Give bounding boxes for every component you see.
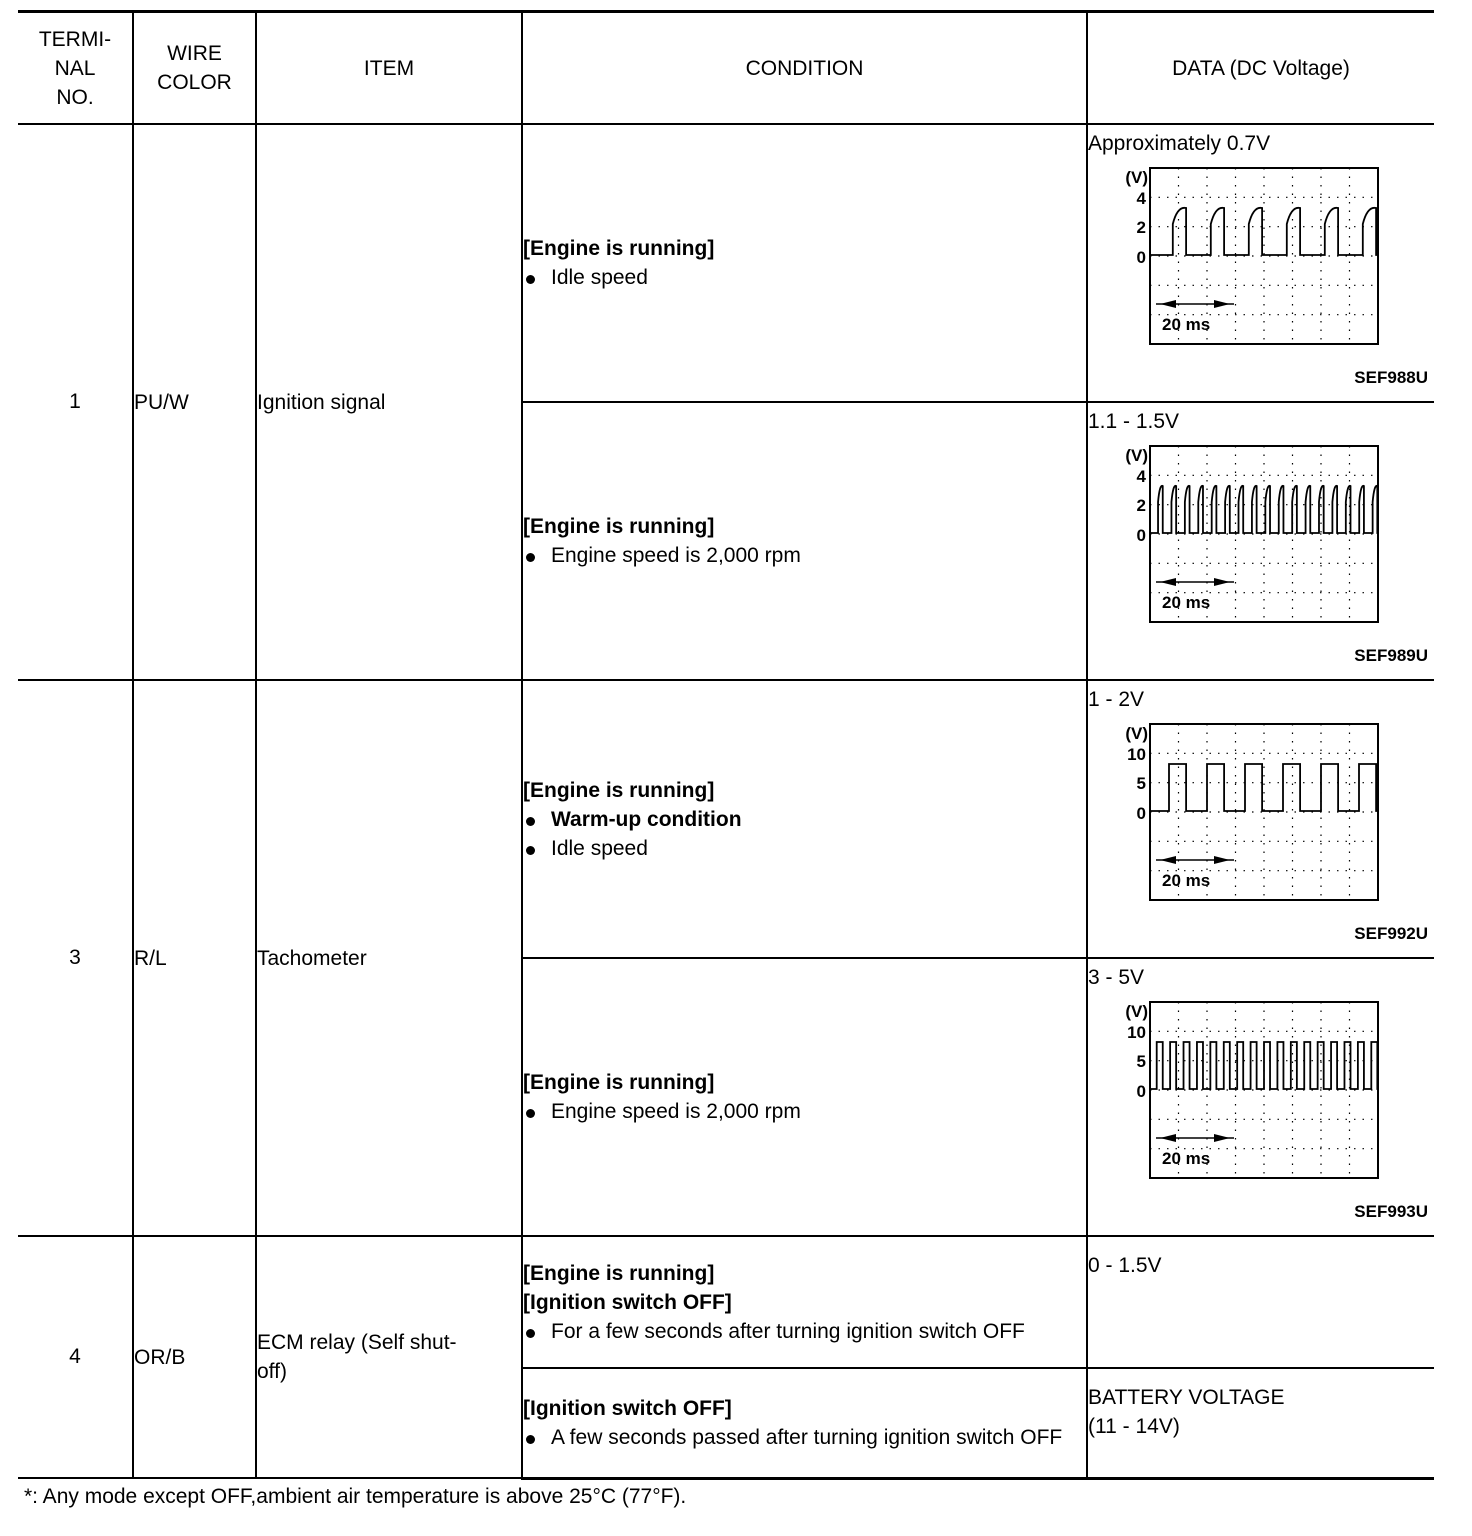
tick-label: 2 — [1136, 217, 1146, 237]
condition-heading: [Engine is running] — [523, 1071, 715, 1094]
tick-label: 0 — [1136, 247, 1146, 267]
data-cell — [1087, 680, 1434, 958]
item-name: Ignition signal — [256, 124, 522, 680]
header-terminal: TERMI- NAL NO. — [18, 12, 133, 125]
data-value: 3 - 5V — [1088, 965, 1145, 989]
condition-bullet: Engine speed is 2,000 rpm — [523, 1097, 1086, 1126]
wire-color: OR/B — [133, 1236, 256, 1478]
tick-label: 0 — [1136, 1081, 1146, 1101]
condition-bullet: Warm-up condition — [523, 805, 1086, 834]
table-row — [18, 1236, 1434, 1368]
tick-label: 4 — [1136, 466, 1146, 486]
arrow-left-icon — [1214, 300, 1230, 308]
terminal-number: 4 — [18, 1236, 133, 1478]
figure-code: SEF992U — [1354, 923, 1428, 943]
tick-label: 10 — [1127, 1022, 1146, 1042]
arrow-right-icon — [1160, 1134, 1176, 1142]
figure-code: SEF988U — [1354, 367, 1428, 387]
data-cell — [1087, 402, 1434, 680]
oscilloscope-figure — [1088, 158, 1434, 398]
item-name: Tachometer — [256, 680, 522, 1236]
condition-bullet: For a few seconds after turning ignition switch OFF — [523, 1317, 1086, 1346]
condition-cell — [522, 1236, 1087, 1368]
data-cell — [1087, 124, 1434, 402]
data-cell — [1087, 958, 1434, 1236]
arrow-right-icon — [1160, 300, 1176, 308]
data-cell — [1087, 1368, 1434, 1478]
header-item: ITEM — [256, 12, 522, 125]
tick-label: 2 — [1136, 495, 1146, 515]
scope-plot — [1088, 158, 1418, 358]
time-scale-label: 20 ms — [1162, 1148, 1211, 1168]
figure-code: SEF989U — [1354, 645, 1428, 665]
wire-color: R/L — [133, 680, 256, 1236]
condition-heading: [Engine is running] — [523, 515, 715, 538]
data-cell — [1087, 1236, 1434, 1368]
table-row — [18, 124, 1434, 402]
arrow-right-icon — [1160, 856, 1176, 864]
data-value: Approximately 0.7V — [1088, 131, 1271, 155]
oscilloscope-figure — [1088, 436, 1434, 676]
header-condition: CONDITION — [522, 12, 1087, 125]
tick-label: 0 — [1136, 525, 1146, 545]
unit-label: (V) — [1125, 723, 1148, 743]
figure-code: SEF993U — [1354, 1201, 1428, 1221]
condition-cell — [522, 124, 1087, 402]
scope-plot — [1088, 992, 1418, 1192]
terminal-number: 3 — [18, 680, 133, 1236]
condition-cell — [522, 402, 1087, 680]
oscilloscope-figure — [1088, 992, 1434, 1232]
table-row — [18, 680, 1434, 958]
arrow-left-icon — [1214, 1134, 1230, 1142]
arrow-right-icon — [1160, 578, 1176, 586]
data-value: BATTERY VOLTAGE (11 - 14V) — [1088, 1386, 1285, 1438]
condition-heading: [Engine is running] — [523, 237, 715, 260]
condition-bullet: Idle speed — [523, 263, 1086, 292]
waveform-trace — [1150, 1042, 1378, 1089]
waveform-trace — [1150, 764, 1378, 811]
condition-heading: [Ignition switch OFF] — [523, 1396, 732, 1420]
terminal-number: 1 — [18, 124, 133, 680]
unit-label: (V) — [1125, 445, 1148, 465]
tick-label: 5 — [1136, 773, 1146, 793]
tick-label: 0 — [1136, 803, 1146, 823]
header-row — [18, 12, 1434, 125]
time-scale-label: 20 ms — [1162, 314, 1211, 334]
arrow-left-icon — [1214, 856, 1230, 864]
condition-cell — [522, 1368, 1087, 1478]
tick-label: 4 — [1136, 188, 1146, 208]
waveform-trace — [1150, 485, 1378, 532]
time-scale-label: 20 ms — [1162, 870, 1211, 890]
unit-label: (V) — [1125, 1001, 1148, 1021]
tick-label: 10 — [1127, 744, 1146, 764]
waveform-trace — [1150, 207, 1378, 254]
footnote: *: Any mode except OFF,ambient air temperature is above 25°C (77°F). — [24, 1485, 687, 1508]
condition-heading: [Engine is running] — [523, 1261, 715, 1285]
condition-heading: [Ignition switch OFF] — [523, 1290, 732, 1314]
data-value: 1.1 - 1.5V — [1088, 409, 1180, 433]
condition-cell — [522, 958, 1087, 1236]
terminal-spec-table — [18, 10, 1434, 1480]
wire-color: PU/W — [133, 124, 256, 680]
condition-bullet: Idle speed — [523, 834, 1086, 863]
condition-bullet: A few seconds passed after turning ignition switch OFF — [523, 1423, 1086, 1452]
scope-plot — [1088, 714, 1418, 914]
scope-plot — [1088, 436, 1418, 636]
time-scale-label: 20 ms — [1162, 592, 1211, 612]
item-name: ECM relay (Self shut- off) — [256, 1236, 522, 1478]
header-data: DATA (DC Voltage) — [1087, 12, 1434, 125]
header-wire-color: WIRE COLOR — [133, 12, 256, 125]
arrow-left-icon — [1214, 578, 1230, 586]
tick-label: 5 — [1136, 1051, 1146, 1071]
oscilloscope-figure — [1088, 714, 1434, 954]
data-value: 0 - 1.5V — [1088, 1254, 1162, 1277]
condition-bullet: Engine speed is 2,000 rpm — [523, 541, 1086, 570]
condition-cell — [522, 680, 1087, 958]
unit-label: (V) — [1125, 167, 1148, 187]
condition-heading: [Engine is running] — [523, 778, 715, 802]
data-value: 1 - 2V — [1088, 687, 1145, 711]
